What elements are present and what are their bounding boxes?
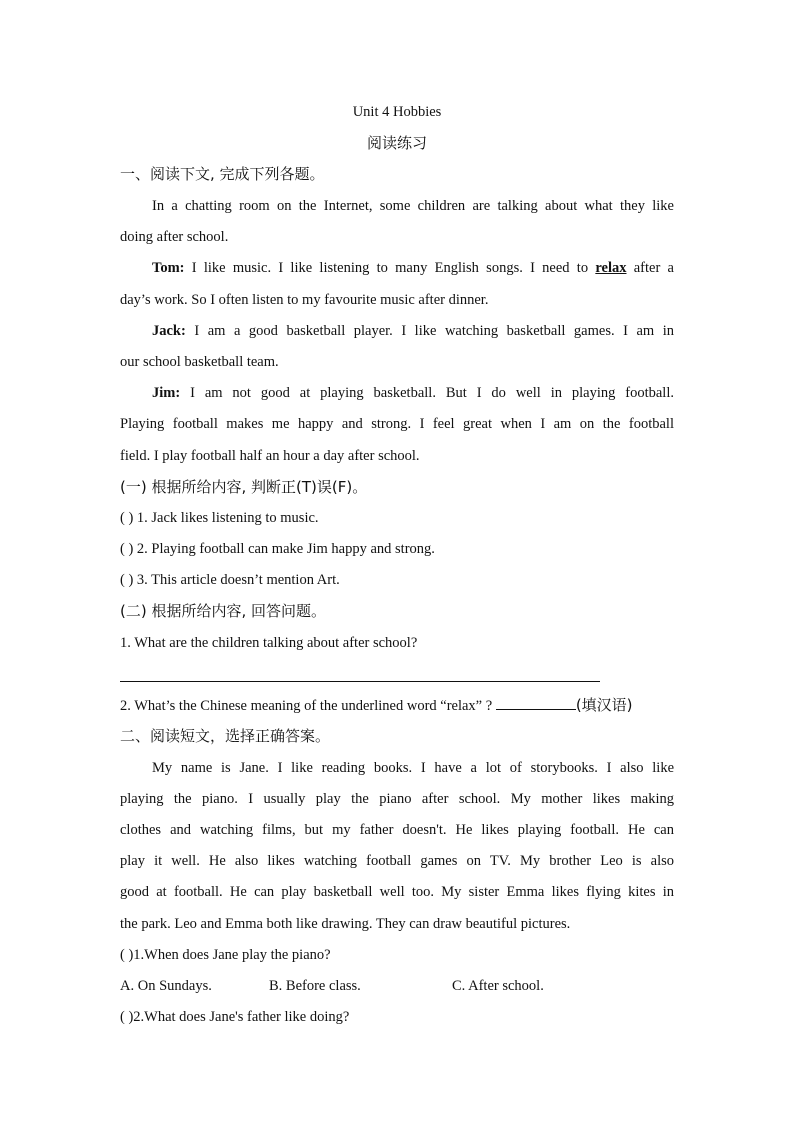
jack-line-2: our school basketball team. [120, 354, 279, 370]
tom-line-1 [152, 258, 674, 278]
option-a[interactable]: A. On Sundays. [120, 978, 212, 994]
jack-text: I am a good basketball player. I like watching basketball games. I am in [185, 323, 674, 339]
answer-question-1: 1. What are the children talking about after school? [120, 635, 418, 651]
choice-question-2[interactable]: ( )2.What does Jane's father like doing? [120, 1009, 350, 1025]
passage-line-1: My name is Jane. I like reading books. I have a lot of storybooks. I also like [152, 760, 674, 776]
part2-heading: (二) 根据所给内容, 回答问题。 [120, 602, 327, 620]
jim-text: I am not good at playing basketball. But I do well in playing football. [180, 385, 674, 401]
jack-line-1 [152, 321, 674, 341]
tf-question-3[interactable]: ( ) 3. This article doesn’t mention Art. [120, 572, 340, 588]
answer-question-2 [120, 695, 674, 716]
tf-question-2[interactable]: ( ) 2. Playing football can make Jim happy and strong. [120, 541, 435, 557]
jim-line-1 [152, 383, 674, 403]
question-2-tail: (填汉语) [575, 696, 633, 714]
passage-line-5: good at football. He can play basketball well too. My sister Emma likes flying kites in [120, 884, 674, 900]
speaker-jack: Jack: [152, 323, 186, 339]
part1-heading: (一) 根据所给内容, 判断正(T)误(F)。 [120, 478, 368, 496]
section2-heading: 二、阅读短文，选择正确答案。 [120, 727, 331, 745]
speaker-jim: Jim: [152, 385, 181, 401]
question-2-text: 2. What’s the Chinese meaning of the underlined word “relax” ? [120, 698, 496, 714]
answer-blank[interactable] [496, 695, 576, 710]
answer-blank-line[interactable] [120, 681, 600, 682]
tf-question-1[interactable]: ( ) 1. Jack likes listening to music. [120, 510, 319, 526]
tom-line-2: day’s work. So I often listen to my favourite music after dinner. [120, 292, 489, 308]
intro-line-1: In a chatting room on the Internet, some children are talking about what they like [152, 198, 674, 214]
jim-line-3: field. I play football half an hour a day after school. [120, 448, 420, 464]
speaker-tom: Tom: [152, 260, 185, 276]
page-title: Unit 4 Hobbies [352, 104, 442, 120]
section1-heading: 一、阅读下文, 完成下列各题。 [120, 165, 325, 183]
tom-text-a: I like music. I like listening to many English songs. I need to [184, 260, 596, 276]
passage-line-6: the park. Leo and Emma both like drawing. They can draw beautiful pictures. [120, 916, 571, 932]
passage-line-2: playing the piano. I usually play the piano after school. My mother likes making [120, 791, 674, 807]
intro-line-2: doing after school. [120, 229, 229, 245]
tom-text-b: after a [626, 260, 674, 276]
underlined-word-relax: relax [595, 260, 627, 276]
passage-line-3: clothes and watching films, but my father doesn't. He likes playing football. He can [120, 822, 674, 838]
page-subtitle: 阅读练习 [366, 134, 427, 152]
passage-line-4: play it well. He also likes watching football games on TV. My brother Leo is also [120, 853, 674, 869]
option-b[interactable]: B. Before class. [269, 978, 361, 994]
jim-line-2: Playing football makes me happy and strong. I feel great when I am on the football [120, 416, 674, 432]
choice-question-1[interactable]: ( )1.When does Jane play the piano? [120, 947, 331, 963]
option-c[interactable]: C. After school. [452, 978, 544, 994]
